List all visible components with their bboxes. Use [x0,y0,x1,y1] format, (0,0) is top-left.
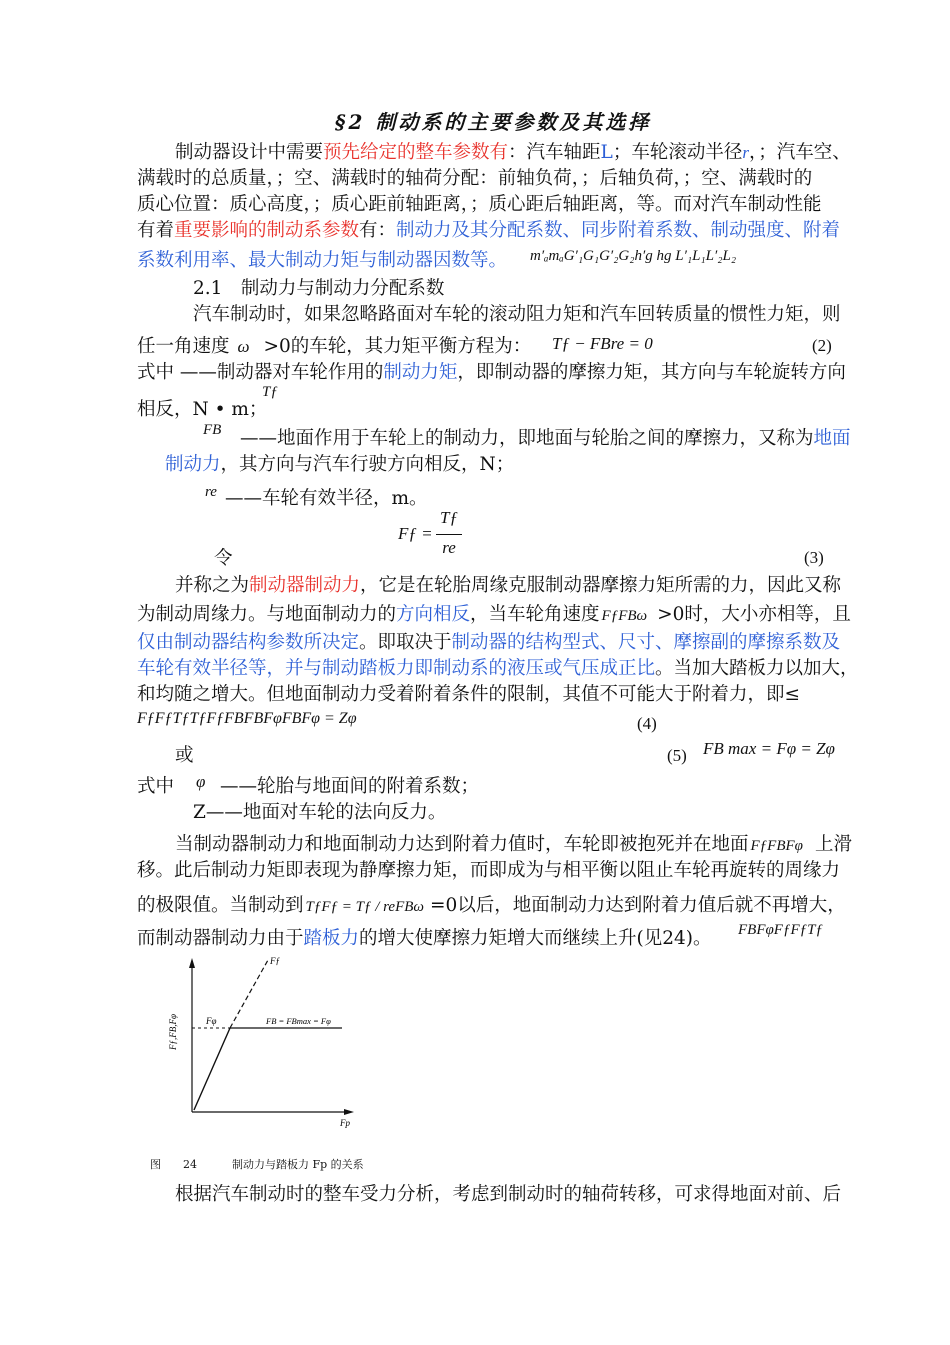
text-run: 为制动周缘力。与地面制动力的 [137,604,397,625]
paragraph-2-line-5 [240,426,851,452]
paragraph-2-line-7: ——车轮有效半径，m。 [225,488,428,509]
paragraph-3-line-2 [137,602,851,629]
equation-5-number: (5) [667,746,687,765]
paragraph-2-line-6 [165,452,514,478]
symbol-re: re [205,484,217,500]
defs-z-text: Z——地面对车轮的法向反力。 [193,802,447,823]
fb-label: FB = FBmax = Fφ [266,1016,331,1026]
defs-phi-text: ——轮胎与地面间的附着系数； [220,776,480,797]
fphi-label: Fφ [206,1016,217,1026]
defs-prefix: 式中 [137,776,175,797]
equation-3-number: (3) [804,548,824,567]
symbol-phi: φ [196,772,206,791]
paragraph-2-line-1: 汽车制动时，如果忽略路面对车轮的滚动阻力矩和汽车回转质量的惯性力矩，则 [193,304,841,325]
paragraph-4-line-2: 移。此后制动力矩即表现为静摩擦力矩，而即成为与相平衡以阻止车轮再旋转的周缘力 [137,860,841,881]
paragraph-3-line-5: 和均随之增大。但地面制动力受着附着条件的限制，其值不可能大于附着力，即≤ [137,684,801,705]
paragraph-3-line-3 [137,630,840,656]
paragraph-1-line-5: 系数利用率、最大制动力矩与制动器因数等。 [137,250,508,271]
subsection-heading: 2.1 制动力与制动力分配系数 [193,278,445,299]
equation-3-denominator: re [442,538,456,557]
brake-force-figure [160,950,380,1135]
equation-2: Tƒ − FBre = 0 [552,334,653,353]
highlight-blue: 制动力及其分配系数、同步附着系数、制动强度、附着 [396,220,841,241]
highlight-blue: 制动力 [165,454,221,475]
paragraph-2-line-2 [137,334,531,360]
highlight-red: 制动器制动力 [249,575,361,596]
paragraph-2-line-4: 相反，N • m； [137,399,268,420]
equation-4: FƒFƒTƒTƒFƒFBFBFφFBFφ = Zφ [137,710,357,727]
text-run: =0以后，地面制动力达到附着力值后就不再增大， [430,895,846,916]
text-run: >0的车轮，其力矩平衡方程为： [263,336,532,357]
figure-caption-number: 图 24 [150,1158,197,1171]
text-run: 上滑 [814,834,852,855]
text-run: 。即取决于 [359,632,452,653]
highlight-blue: 制动器的结构型式、尺寸、摩擦副的摩擦系数及 [451,632,841,653]
paragraph-5-line-1: 根据汽车制动时的整车受力分析，考虑到制动时的轴荷转移，可求得地面对前、后 [175,1184,842,1205]
text-run: ——地面作用于车轮上的制动力，即地面与轮胎之间的摩擦力，又称为 [240,428,814,449]
text-run: 当制动器制动力和地面制动力达到附着力值时，车轮即被抱死并在地面 [175,834,749,855]
paragraph-3-line-1 [175,573,841,599]
symbol-FB: FB [203,422,222,438]
section-title: §2 制动系的主要参数及其选择 [335,110,652,134]
text-run: >0时，大小亦相等，且 [657,604,851,625]
text-run: ，；汽车空、 [748,142,851,163]
fraction-line [436,534,462,535]
text-run: ，它是在轮胎周缘克服制动器摩擦力矩所需的力，因此又称 [360,575,842,596]
y-axis-label: Fƒ,FB,Fφ [168,1014,178,1050]
ling-label: 令 [214,548,233,569]
highlight-blue: 车轮有效半径等，并与制动踏板力即制动系的液压或气压成正比 [137,658,656,679]
paragraph-1-line-1 [175,140,851,166]
text-run: ：汽车轴距 [508,142,601,163]
y-axis-arrow [189,958,195,968]
highlight-blue: 踏板力 [303,928,360,949]
equation-3-numerator: Tƒ [440,508,458,527]
equation-4-number: (4) [637,714,657,733]
parameter-symbols: m′ₐmₐG′₁G₁G′₂G₂h′g hg L′₁L₁L′₂L₂ [530,248,737,264]
highlight-blue: 地面 [813,428,851,449]
paragraph-4-line-1 [175,832,852,859]
text-run: 而制动器制动力由于 [137,928,304,949]
text-run: 式中 ——制动器对车轮作用的 [137,362,384,383]
brake-force-line [194,1028,230,1110]
text-run: 的增大使摩擦力矩增大而继续上升(见24)。 [359,928,712,949]
text-run: 有： [359,220,397,241]
text-run: 。当加大踏板力以加大 [655,658,841,679]
paragraph-1-line-2: 满载时的总质量，；空、满载时的轴荷分配：前轴负荷，；后轴负荷，；空、满载时的 [137,168,813,189]
highlight-blue: 仅由制动器结构参数所决定 [137,632,360,653]
highlight-blue: 方向相反 [396,604,471,625]
omega-symbol: ω [237,337,250,356]
symbol-L: L [600,142,613,163]
figure-caption: 制动力与踏板力 Fp 的关系 [232,1158,364,1171]
paragraph-4-line-4 [137,926,712,952]
or-label: 或 [175,745,194,766]
text-run: 并称之为 [175,575,250,596]
equation-3-lhs: Fƒ = [398,524,433,543]
top-label: Fƒ [270,956,280,966]
symbol-Tf: Tƒ [262,384,278,400]
trailing-symbols: FBFφFƒFƒTƒ [738,922,823,938]
text-run: ，其方向与汽车行驶方向相反，N； [220,454,515,475]
x-axis-arrow [344,1109,354,1115]
inline-equation: TƒFƒ = Tƒ / reFBω [305,899,425,915]
paragraph-2-line-3 [137,360,846,386]
text-run: ，当车轮角速度 [470,604,600,625]
brake-force-dashed [230,960,268,1028]
text-run: 任一角速度 [137,336,230,357]
x-axis-label: Fp [340,1118,350,1128]
inline-symbols: FƒFBω [601,608,648,624]
text-run: ；车轮滚动半径 [612,142,743,163]
symbol-r: r [742,143,749,162]
paragraph-3-line-4 [137,656,859,682]
text-run: ， [840,658,859,679]
text-run: 有着 [137,220,175,241]
highlight-red: 预先给定的整车参数有 [323,142,509,163]
highlight-blue: 制动力矩 [383,362,458,383]
paragraph-1-line-4 [137,218,840,244]
inline-symbols: FƒFBFφ [750,838,803,854]
paragraph-4-line-3 [137,893,846,920]
paragraph-1-line-3: 质心位置：质心高度，；质心距前轴距离，；质心距后轴距离，等。而对汽车制动性能 [137,194,822,215]
equation-2-number: (2) [812,336,832,355]
equation-5: FB max = Fφ = Zφ [703,739,835,758]
text-run: 的极限值。当制动到 [137,895,304,916]
highlight-red: 重要影响的制动系参数 [174,220,360,241]
text-run: 制动器设计中需要 [175,142,324,163]
text-run: ，即制动器的摩擦力矩，其方向与车轮旋转方向 [457,362,846,383]
